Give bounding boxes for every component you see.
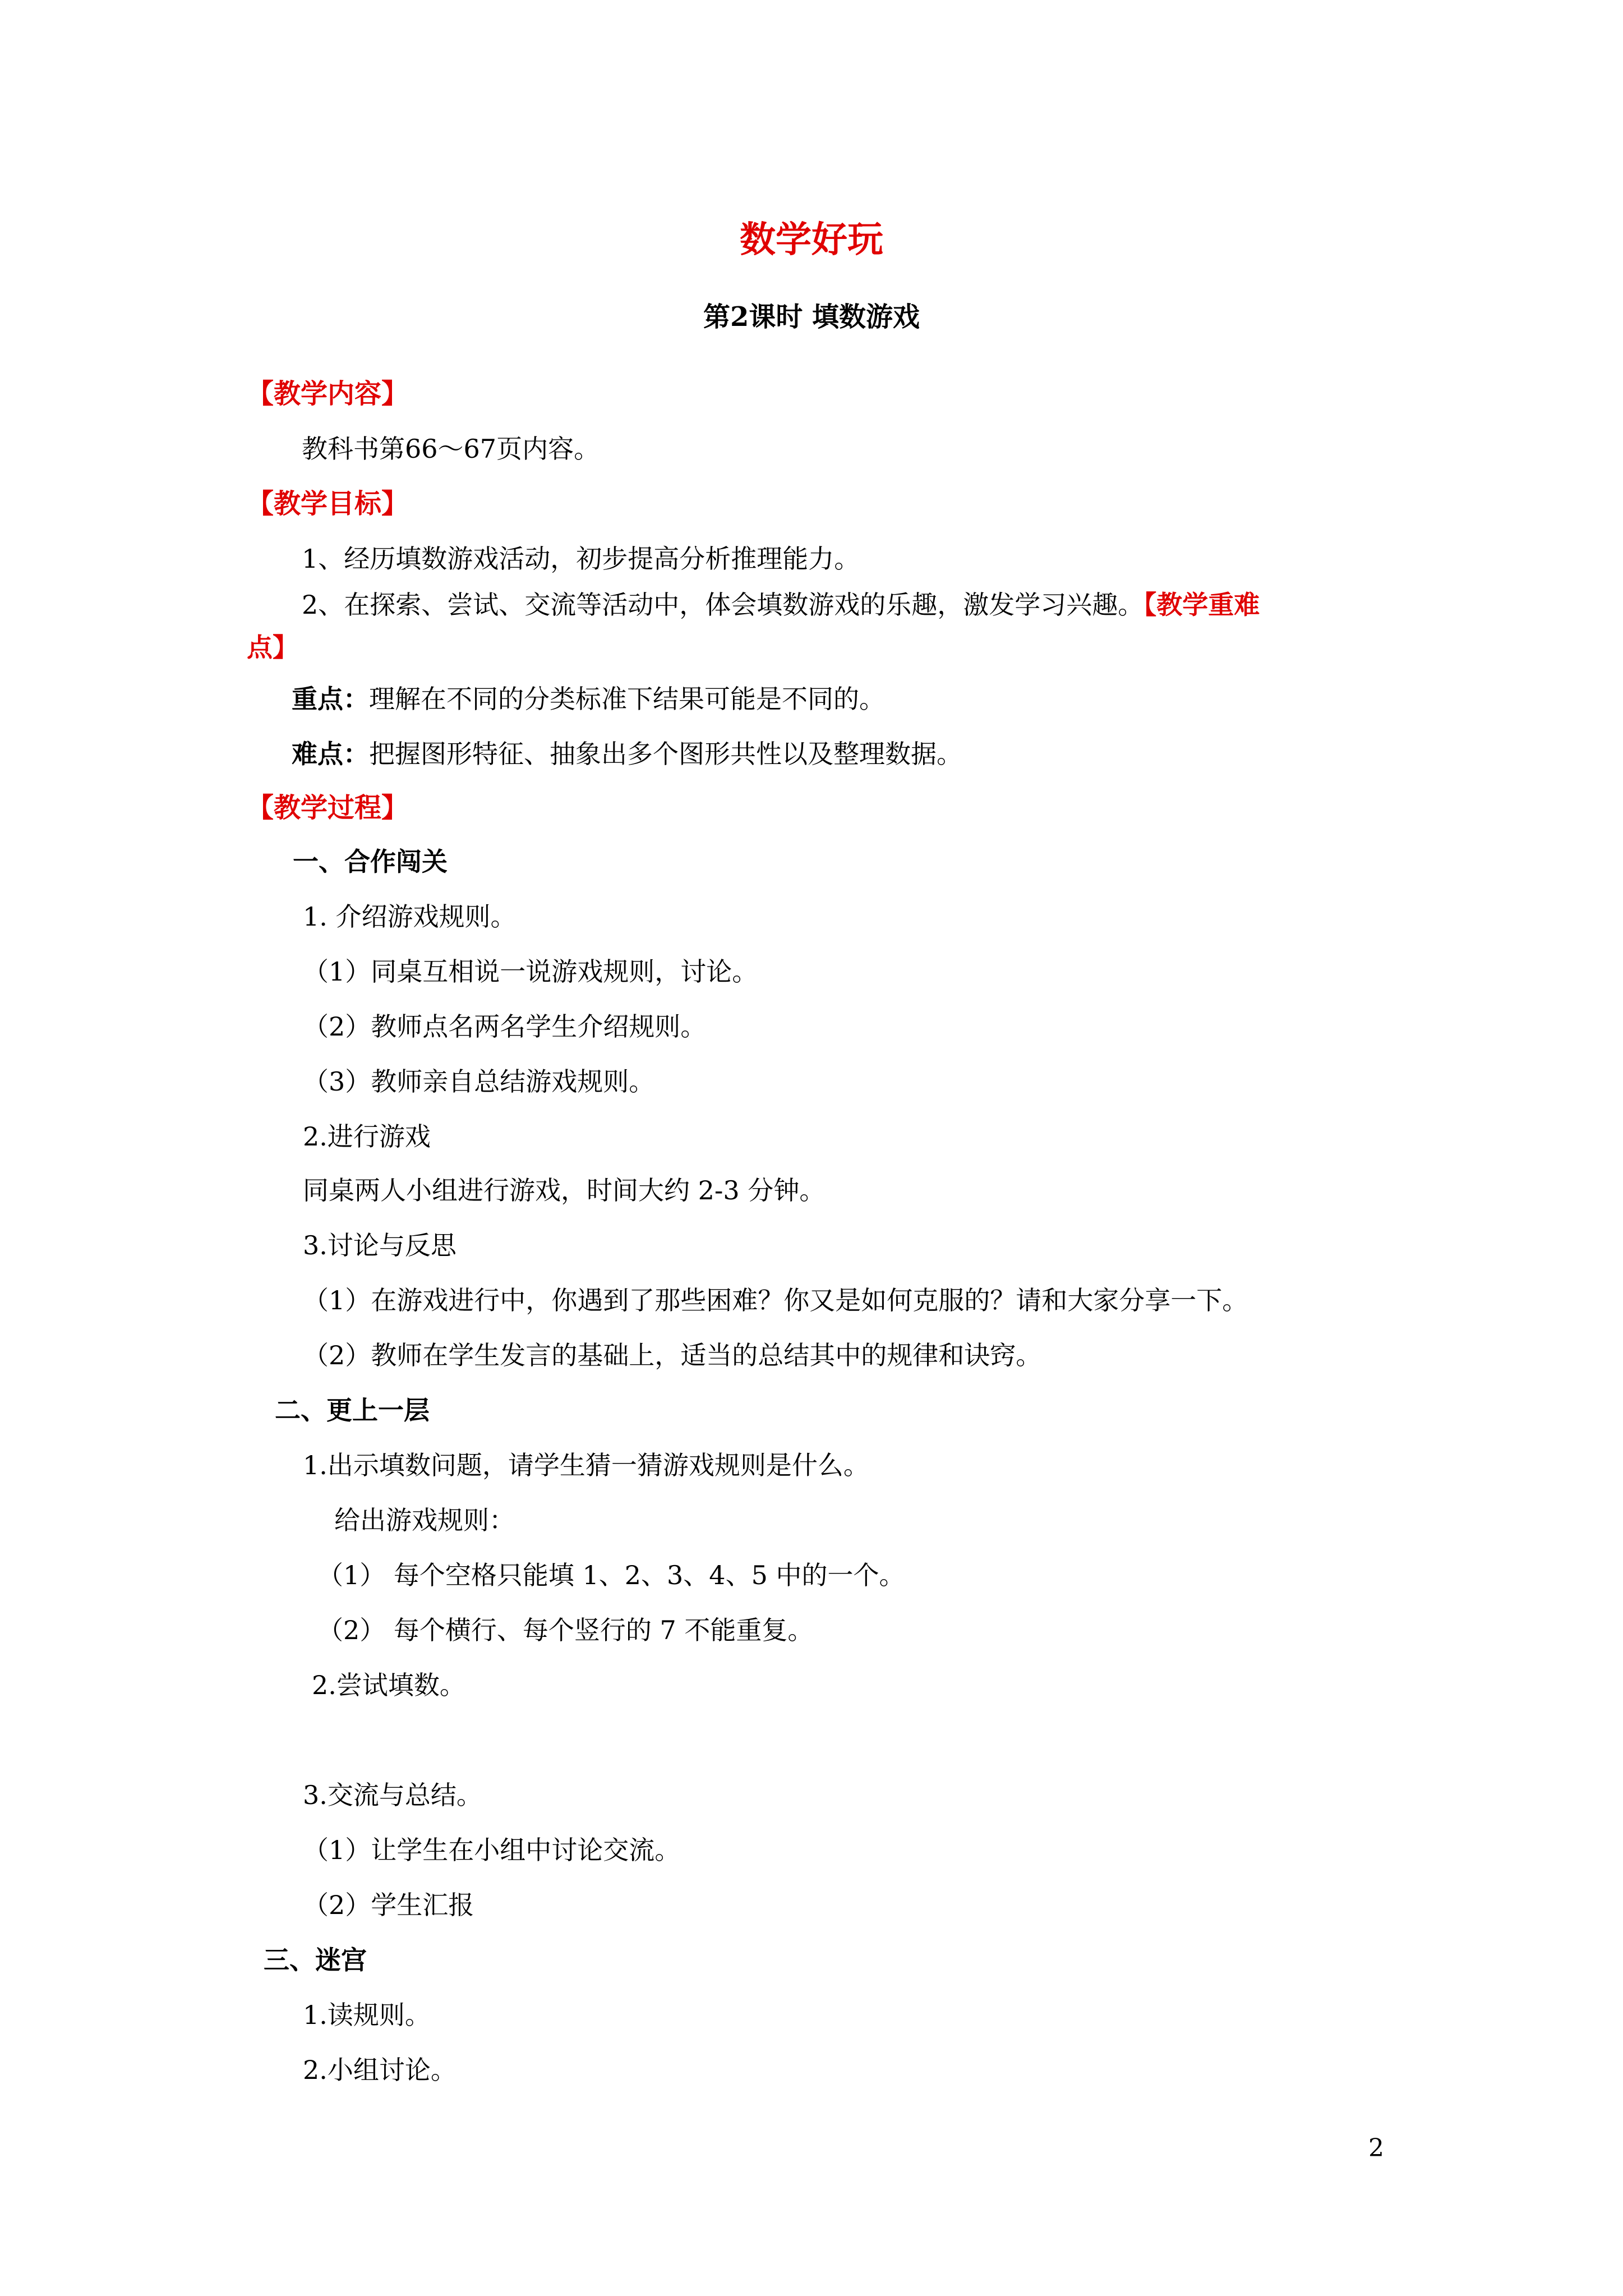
part2-rules-intro: 给出游戏规则： (334, 1505, 515, 1535)
part1-step1-b: （2）教师点名两名学生介绍规则。 (303, 1011, 707, 1042)
part1-step3-b: （2）教师在学生发言的基础上，适当的总结其中的规律和诀窍。 (303, 1340, 1042, 1370)
part1-step1-a: （1）同桌互相说一说游戏规则，讨论。 (303, 956, 758, 987)
part3-step1: 1.读规则。 (303, 2000, 431, 2030)
part1-step1-c: （3）教师亲自总结游戏规则。 (303, 1066, 655, 1097)
keypoints-heading-part2: 点】 (247, 632, 298, 662)
part3-step2: 2.小组讨论。 (303, 2055, 457, 2085)
part2-step2: 2.尝试填数。 (312, 1670, 465, 1700)
process-heading: 【教学过程】 (247, 792, 409, 823)
goal-2: 2、在探索、尝试、交流等活动中，体会填数游戏的乐趣，激发学习兴趣。 (302, 590, 1144, 620)
part1-step3-a: （1）在游戏进行中，你遇到了那些困难？你又是如何克服的？请和大家分享一下。 (303, 1285, 1248, 1315)
part1-step2-text: 同桌两人小组进行游戏，时间大约 2-3 分钟。 (303, 1175, 826, 1205)
goal-2-line (302, 588, 1260, 622)
part1-step2: 2.进行游戏 (303, 1121, 431, 1152)
difficult-text: 把握图形特征、抽象出多个图形共性以及整理数据。 (369, 739, 962, 769)
part2-step3-a: （1）让学生在小组中讨论交流。 (303, 1835, 681, 1865)
part2-step3-b: （2）学生汇报 (303, 1890, 474, 1920)
key-text: 理解在不同的分类标准下结果可能是不同的。 (369, 684, 885, 714)
part1-step1: 1. 介绍游戏规则。 (303, 901, 517, 932)
part2-step1: 1.出示填数问题，请学生猜一猜游戏规则是什么。 (303, 1450, 869, 1480)
keypoints-heading-part1: 【教学重难 (1144, 590, 1260, 620)
goal-1: 1、经历填数游戏活动，初步提高分析推理能力。 (302, 544, 860, 574)
lesson-subtitle: 第2课时 填数游戏 (703, 301, 920, 333)
part1-step3: 3.讨论与反思 (303, 1230, 457, 1260)
page-number: 2 (1368, 2134, 1384, 2162)
part2-step3: 3.交流与总结。 (303, 1780, 482, 1810)
key-label: 重点： (292, 684, 369, 714)
content-text: 教科书第66～67页内容。 (302, 434, 600, 464)
goals-heading: 【教学目标】 (247, 488, 409, 519)
difficult-label: 难点： (292, 739, 369, 769)
part2-rule-2: （2） 每个横行、每个竖行的 7 不能重复。 (317, 1615, 814, 1645)
key-point-line (292, 682, 885, 716)
part2-heading: 二、更上一层 (275, 1395, 430, 1425)
part3-heading: 三、迷宫 (264, 1945, 367, 1975)
part1-heading: 一、合作闯关 (293, 846, 448, 877)
content-heading: 【教学内容】 (247, 378, 409, 409)
part2-rule-1: （1） 每个空格只能填 1、2、3、4、5 中的一个。 (317, 1560, 905, 1590)
document-title: 数学好玩 (740, 219, 883, 261)
difficult-point-line (292, 737, 962, 771)
